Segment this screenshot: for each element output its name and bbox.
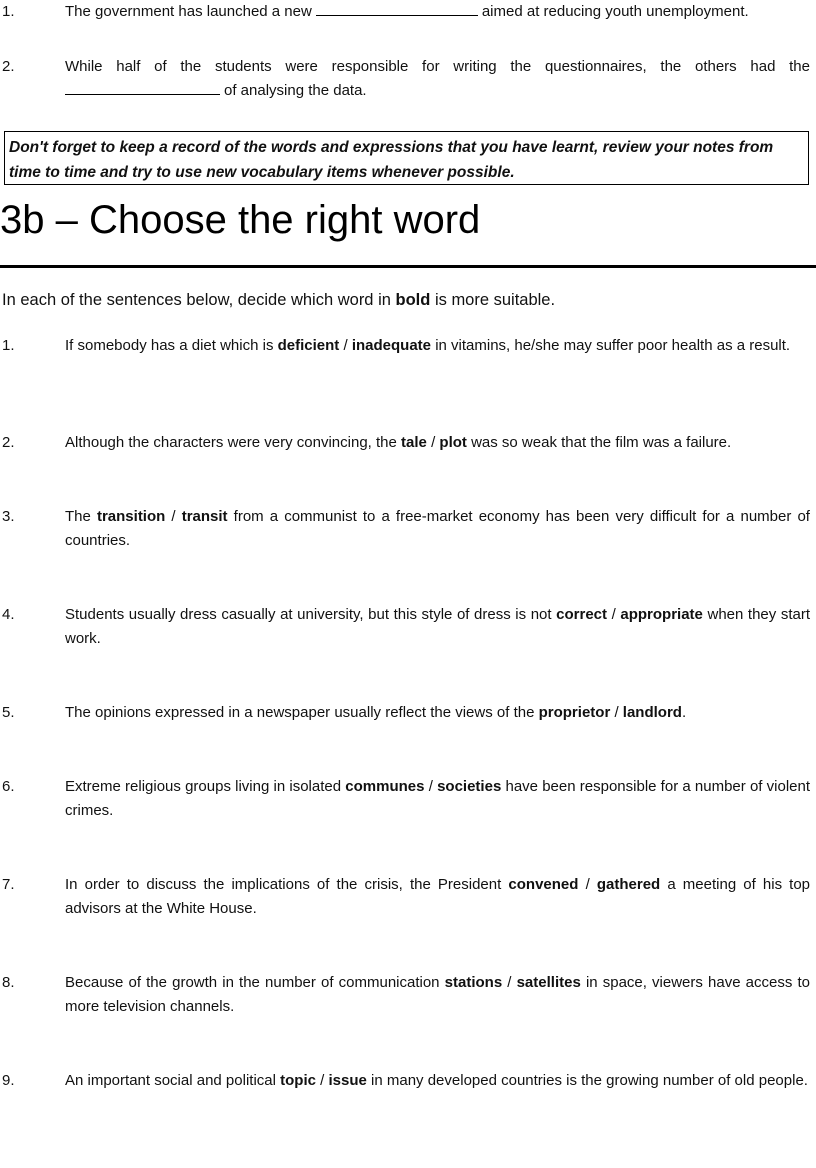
heading-divider <box>0 265 816 268</box>
option-a[interactable]: deficient <box>277 337 340 354</box>
item-text: Although the characters were very convincing, the tale / plot was so weak that the film was a failure. <box>65 434 732 451</box>
item-text: Students usually dress casually at university, but this style of dress is not correct / appropriate when they start work. <box>65 606 811 647</box>
item-text: If somebody has a diet which is deficient / inadequate in vitamins, he/she may suffer poor health as a result. <box>65 337 791 354</box>
item-number: 4. <box>2 606 15 623</box>
item-number: 1. <box>2 3 15 20</box>
option-a[interactable]: tale <box>401 434 427 451</box>
option-a[interactable]: transition <box>96 508 166 525</box>
option-a[interactable]: convened <box>508 876 579 893</box>
item-text: The opinions expressed in a newspaper usually reflect the views of the proprietor / landlord. <box>65 704 687 721</box>
item-number: 5. <box>2 704 15 721</box>
item-text: An important social and political topic / issue in many developed countries is the growing number of old people. <box>65 1072 808 1089</box>
item-text <box>65 55 810 103</box>
item-text: In order to discuss the implications of the crisis, the President convened / gathered a meeting of his top advisors at the White House. <box>65 876 811 917</box>
option-b[interactable]: plot <box>439 434 467 451</box>
item-number: 2. <box>2 58 15 75</box>
option-b[interactable]: gathered <box>596 876 661 893</box>
option-a[interactable]: proprietor <box>538 704 611 721</box>
option-b[interactable]: transit <box>181 508 228 525</box>
item-number: 9. <box>2 1072 15 1089</box>
item-text: Extreme religious groups living in isolated communes / societies have been responsible for a number of violent crimes. <box>65 778 811 819</box>
section-title: 3b – Choose the right word <box>0 198 481 242</box>
text-after-blank: of analysing the data. <box>224 82 367 99</box>
option-a[interactable]: correct <box>556 606 608 623</box>
option-b[interactable]: appropriate <box>620 606 703 623</box>
answer-blank[interactable] <box>316 0 478 16</box>
item-number: 8. <box>2 974 15 991</box>
option-b[interactable]: satellites <box>516 974 581 991</box>
item-text: Because of the growth in the number of communication stations / satellites in space, viewers have access to more television channels. <box>65 974 810 1015</box>
item-number: 1. <box>2 337 15 354</box>
text-before-blank: While half of the students were responsible for writing the questionnaires, the others had the <box>65 58 810 75</box>
item-number: 6. <box>2 778 15 795</box>
item-number: 2. <box>2 434 15 451</box>
item-text <box>65 0 810 24</box>
bold-keyword: bold <box>395 291 431 309</box>
option-a[interactable]: stations <box>444 974 503 991</box>
option-b[interactable]: societies <box>437 778 502 795</box>
instructions: In each of the sentences below, decide which word in bold is more suitable. <box>2 291 556 309</box>
option-a[interactable]: topic <box>280 1072 316 1089</box>
option-a[interactable]: communes <box>345 778 425 795</box>
option-b[interactable]: issue <box>328 1072 367 1089</box>
option-b[interactable]: landlord <box>622 704 682 721</box>
item-number: 7. <box>2 876 15 893</box>
vocabulary-reminder-note: Don't forget to keep a record of the words and expressions that you have learnt, review your notes from time to time and try to use new vocabulary items whenever possible. <box>4 131 809 185</box>
item-number: 3. <box>2 508 15 525</box>
text-before-blank: The government has launched a new <box>65 3 312 20</box>
answer-blank[interactable] <box>65 79 220 95</box>
text-after-blank: aimed at reducing youth unemployment. <box>481 3 749 20</box>
option-b[interactable]: inadequate <box>351 337 432 354</box>
item-text: The transition / transit from a communist to a free-market economy has been very difficult for a number of countries. <box>65 508 810 549</box>
